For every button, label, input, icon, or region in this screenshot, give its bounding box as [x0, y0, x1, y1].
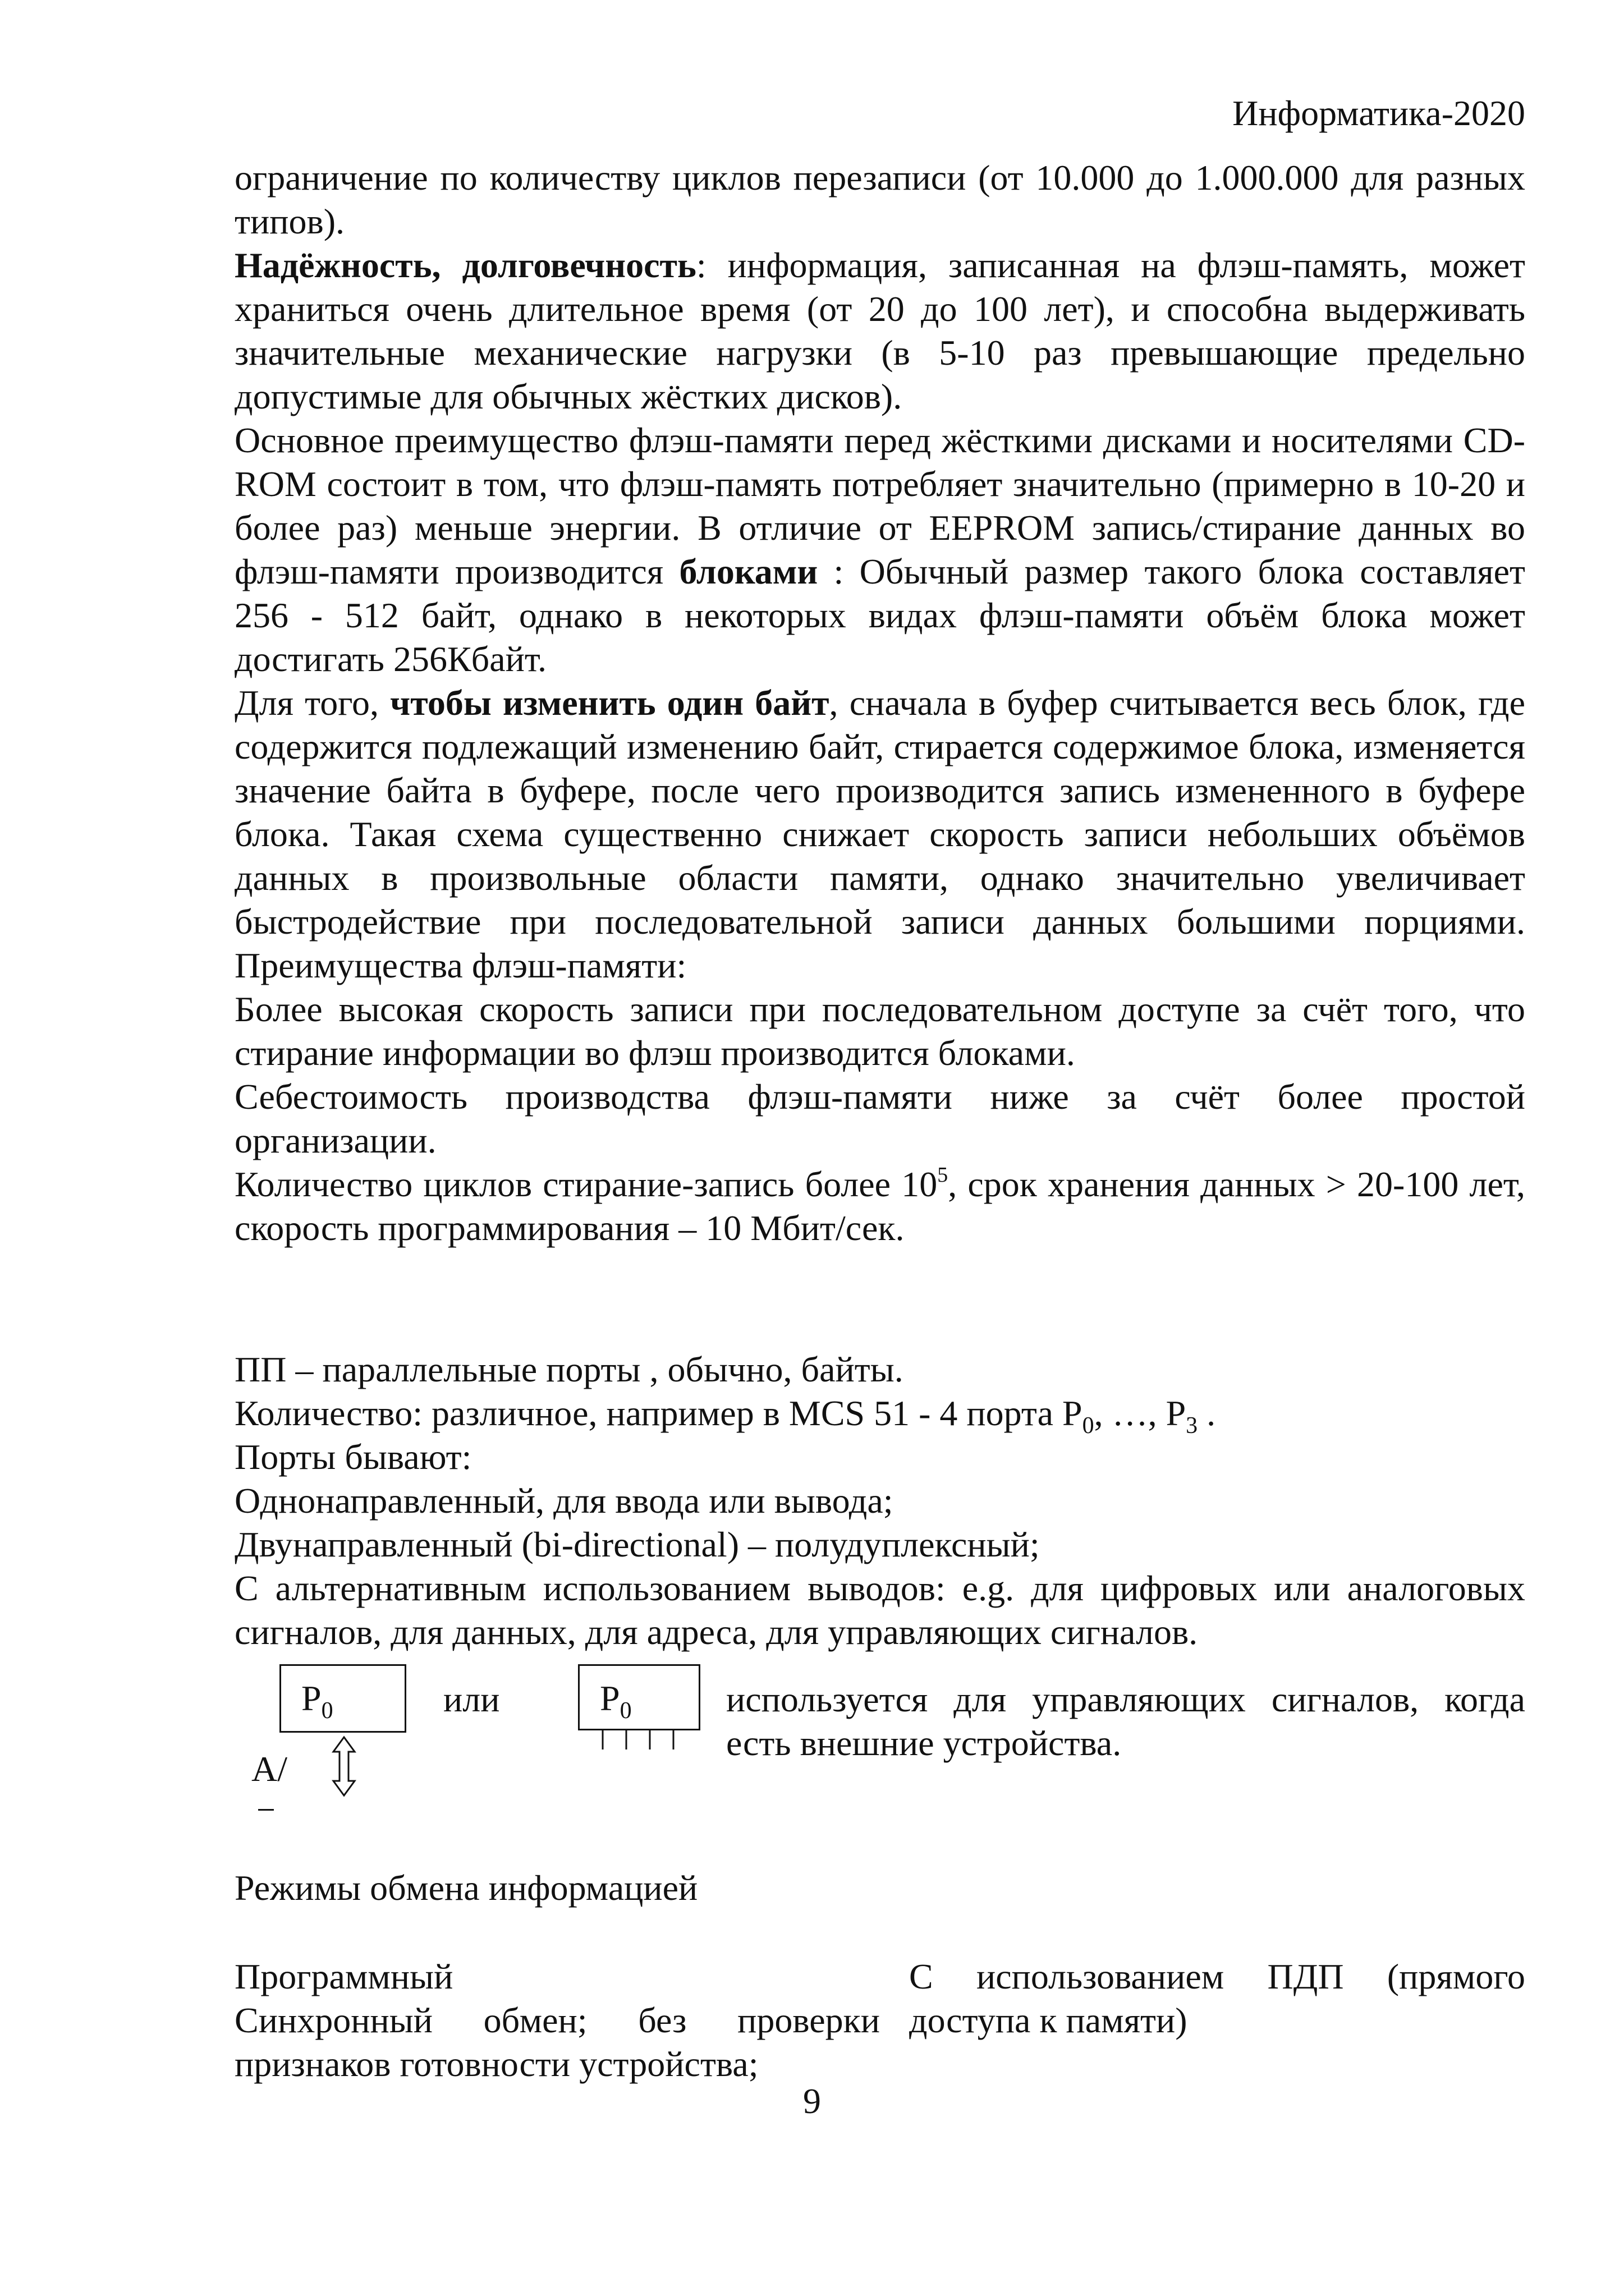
ports-types-heading: Порты бывают:: [235, 1437, 472, 1477]
mode-dma: [909, 1955, 1525, 2042]
mode-programmatic-title: Программный: [235, 1957, 453, 1996]
overline-mark: [258, 1809, 274, 1811]
ports-type-alternative: С альтернативным использованием выводов: e.g. для цифровых или аналоговых сигналов, для данных, для адреса, для управляющих сигналов.: [235, 1568, 1525, 1652]
mode-programmatic-text: Синхронный обмен; без проверки признаков готовности устройства;: [235, 2000, 880, 2084]
bold-term-reliability: Надёжность, долговечность: [235, 245, 696, 285]
ports-count: Количество: различное, например в MCS 51 - 4 порта $P_0$, …, $P_3$ .: [235, 1393, 1216, 1439]
flash-memory-section: [235, 156, 1525, 1250]
paragraph-advantage-energy: Основное преимущество флэш-памяти перед жёсткими дисками и носителями CD-ROM состоит в том, что флэш-память потребляет значительно (примерно в 10-20 и более раз) меньше энергии. В отличие от EEPROM запись/стирание данных во флэш-памяти производится блоками : Обычный размер такого блока составляет 256 - 512 байт, однако в некоторых видах флэш-памяти объём блока может достигать 256Кбайт.: [235, 420, 1526, 679]
running-header: Информатика-2020: [1232, 93, 1525, 133]
pin-lines-icon: [599, 1730, 689, 1753]
or-label: или: [443, 1679, 500, 1719]
bold-term-blocks: блоками: [679, 552, 818, 591]
paragraph-advantage-cost: Себестоимость производства флэш-памяти ниже за счёт более простой организации.: [235, 1077, 1525, 1160]
double-arrow-icon: [330, 1735, 358, 1798]
address-label: A/: [251, 1749, 287, 1789]
page-number: 9: [803, 2081, 821, 2121]
paragraph-cycles-limit: ограничение по количеству циклов перезаписи (от 10.000 до 1.000.000 для разных типов).: [235, 158, 1525, 241]
ports-type-bidirectional: Двунаправленный (bi-directional) – полудуплексный;: [235, 1524, 1040, 1564]
parallel-ports-section: [235, 1348, 1525, 1654]
port-box-bidirectional: $P_0$: [279, 1664, 406, 1733]
ports-definition: ПП – параллельные порты , обычно, байты.: [235, 1349, 903, 1389]
mode-programmatic: [235, 1955, 880, 2086]
mode-dma-text: С использованием ПДП (прямого доступа к памяти): [909, 1957, 1525, 2040]
ports-type-unidirectional: Однонаправленный, для ввода или вывода;: [235, 1481, 893, 1521]
control-signals-description: используется для управляющих сигналов, когда есть внешние устройства.: [726, 1679, 1525, 1763]
bold-term-change-byte: чтобы изменить один байт: [390, 683, 829, 723]
paragraph-advantages-heading: Преимущества флэш-памяти:: [235, 945, 687, 985]
port-box-control: $P_0$: [578, 1664, 700, 1730]
modes-heading: Режимы обмена информацией: [235, 1868, 698, 1908]
paragraph-reliability: Надёжность, долговечность: информация, записанная на флэш-память, может храниться очень длительное время (от 20 до 100 лет), и способна выдерживать значительные механические нагрузки (в 5-10 раз превышающие предельно допустимые для обычных жёстких дисков).: [235, 245, 1525, 416]
paragraph-advantage-cycles: Количество циклов стирание-запись более $10^5$, срок хранения данных > 20-100 лет, скорость программирования – 10 Мбит/сек.: [235, 1163, 1526, 1248]
paragraph-byte-change: Для того, чтобы изменить один байт, сначала в буфер считывается весь блок, где содержится подлежащий изменению байт, стирается содержимое блока, изменяется значение байта в буфере, после чего производится запись измененного в буфере блока. Такая схема существенно снижает скорость записи небольших объёмов данных в произвольные области памяти, однако значительно увеличивает быстродействие при последовательной записи данных большими порциями.: [235, 683, 1526, 942]
paragraph-advantage-speed: Более высокая скорость записи при последовательном доступе за счёт того, что стирание информации во флэш производится блоками.: [235, 989, 1525, 1073]
